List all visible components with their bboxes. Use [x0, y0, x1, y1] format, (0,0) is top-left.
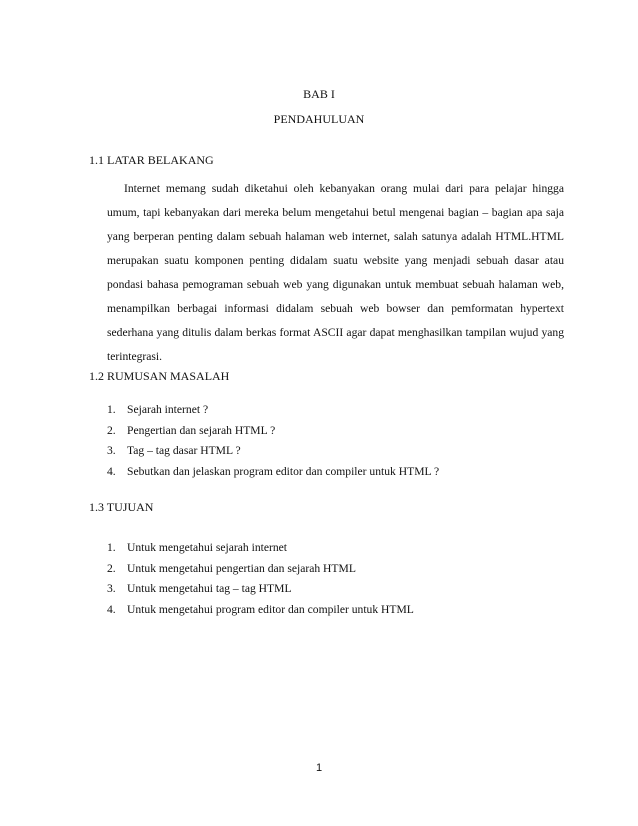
list-item-text: Untuk mengetahui program editor dan compiler untuk HTML	[127, 602, 414, 616]
list-item	[107, 441, 439, 462]
list-item-number: 4.	[107, 602, 116, 616]
background-paragraph: Internet memang sudah diketahui oleh kebanyakan orang mulai dari para pelajar hingga umum, tapi kebanyakan dari mereka belum mengetahui betul mengenai bagian – bagian apa saja yang berperan penting dalam sebuah halaman web internet, salah satunya adalah HTML.HTML merupakan suatu komponen penting didalam suatu website yang menjadi sebuah dasar atau pondasi bahasa pemograman sebuah web yang digunakan untuk membuat sebuah halaman web, menampilkan berbagai informasi didalam sebuah web bowser dan pemformatan hypertext sederhana yang ditulis dalam berkas format ASCII agar dapat menghasilkan tampilan wujud yang terintegrasi.	[107, 182, 564, 363]
list-item-number: 2.	[107, 423, 116, 437]
page-number: 1	[315, 762, 323, 774]
list-item-text: Untuk mengetahui tag – tag HTML	[127, 582, 292, 595]
list-item	[107, 579, 414, 600]
list-item	[107, 559, 414, 580]
list-item-text: Sejarah internet ?	[127, 403, 209, 416]
list-item-number: 3.	[107, 444, 116, 457]
list-item-text: Sebutkan dan jelaskan program editor dan compiler untuk HTML ?	[127, 464, 440, 478]
list-item-text: Pengertian dan sejarah HTML ?	[127, 423, 276, 437]
chapter-subtitle: PENDAHULUAN	[273, 112, 365, 126]
problem-list	[107, 400, 439, 482]
list-item-text: Untuk mengetahui pengertian dan sejarah HTML	[127, 561, 356, 575]
section-heading-tujuan: 1.3 TUJUAN	[89, 500, 154, 514]
list-item	[107, 421, 439, 442]
list-item	[107, 462, 439, 483]
section-heading-rumusan-masalah: 1.2 RUMUSAN MASALAH	[89, 369, 230, 383]
list-item-text: Untuk mengetahui sejarah internet	[127, 541, 288, 554]
list-item-number: 4.	[107, 464, 116, 478]
chapter-title: BAB I	[303, 87, 335, 101]
list-item-number: 2.	[107, 561, 116, 575]
list-item-number: 3.	[107, 582, 116, 595]
section-heading-latar-belakang: 1.1 LATAR BELAKANG	[89, 153, 214, 167]
list-item	[107, 400, 439, 421]
list-item-number: 1.	[107, 403, 116, 416]
list-item-text: Tag – tag dasar HTML ?	[127, 444, 241, 457]
list-item-number: 1.	[107, 541, 116, 554]
objective-list	[107, 538, 414, 620]
list-item	[107, 600, 414, 621]
list-item	[107, 538, 414, 559]
